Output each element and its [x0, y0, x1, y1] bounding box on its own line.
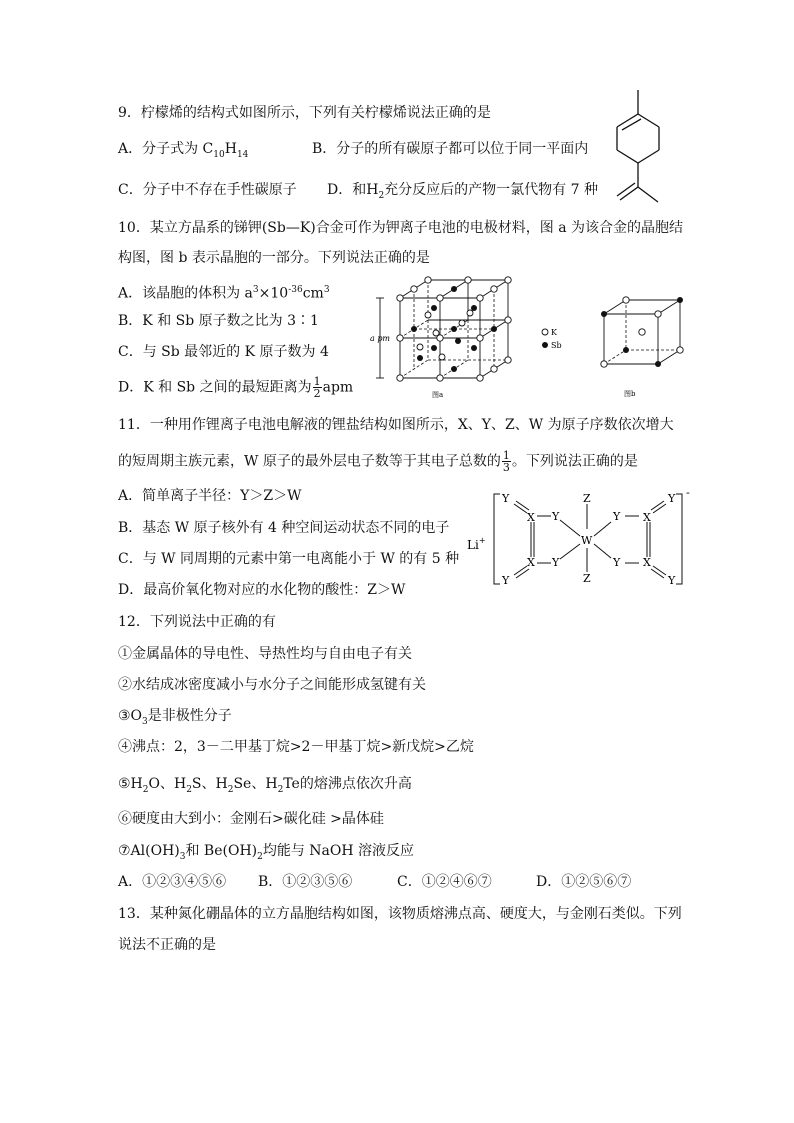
q12-item-3: $③O_3$是非极性分子 [118, 708, 232, 727]
q12-option-a: A．①②③④⑤⑥ [118, 874, 227, 890]
q10-option-d: D．K 和 Sb 之间的最短距离为 $\frac{1}{2}$ apm [118, 375, 354, 400]
q12-item-4: ④沸点：2，3－二甲基丁烷>2－甲基丁烷>新戊烷>乙烷 [118, 739, 474, 755]
q11-option-d: D．最高价氧化物对应的水化物的酸性：Z＞W [118, 582, 406, 598]
legend-k-label: K [551, 328, 557, 337]
q12-option-d: D．①②⑤⑥⑦ [536, 874, 632, 890]
svg-text:X: X [527, 511, 535, 524]
q9-option-a: A．分子式为 $C_{10}H_{14}$ [118, 141, 249, 160]
q12-item-7: $⑦Al(OH)_3$和 $Be(OH)_2$均能与 NaOH 溶液反应 [118, 843, 415, 862]
anion-charge: - [686, 486, 690, 499]
svg-text:Z: Z [583, 572, 591, 585]
svg-text:Y: Y [668, 574, 676, 587]
q9-stem: 9．柠檬烯的结构式如图所示，下列有关柠檬烯说法正确的是 [118, 105, 491, 121]
q12-option-c: C．①②④⑥⑦ [397, 874, 492, 890]
svg-text:Y: Y [502, 574, 510, 587]
fraction-half: $\frac{1}{2}$ [313, 375, 321, 400]
q9-option-c: C．分子中不存在手性碳原子 [118, 182, 297, 198]
q9-option-b: B．分子的所有碳原子都可以位于同一平面内 [312, 141, 589, 157]
q10-option-c: C．与 Sb 最邻近的 K 原子数为 4 [118, 344, 329, 360]
svg-text:W: W [581, 534, 593, 547]
q12-item-2: ②水结成冰密度减小与水分子之间能形成氢键有关 [118, 677, 426, 693]
q10-stem-line1: 10．某立方晶系的锑钾(Sb—K)合金可作为钾离子电池的电极材料，图 a 为该合金的晶胞结 [118, 220, 683, 236]
legend-sb-label: Sb [551, 341, 562, 350]
svg-text:Z: Z [583, 492, 591, 505]
li-cation-label: Li+ [467, 536, 486, 552]
limonene-structure [598, 84, 688, 224]
q10-option-b: B．K 和 Sb 原子数之比为 3∶1 [118, 313, 319, 329]
fraction-third: $\frac{1}{3}$ [502, 449, 510, 474]
svg-text:X: X [643, 556, 651, 569]
svg-text:X: X [527, 556, 535, 569]
svg-text:Y: Y [552, 510, 560, 523]
q11-option-c: C．与 W 同周期的元素中第一电离能小于 W 的有 5 种 [118, 551, 460, 567]
lithium-salt-structure [464, 486, 700, 592]
q10-stem-line2: 构图，图 b 表示晶胞的一部分。下列说法正确的是 [118, 250, 430, 266]
q13-stem-line1: 13．某种氮化硼晶体的立方晶胞结构如图，该物质熔沸点高、硬度大，与金刚石类似。下列 [118, 906, 682, 922]
svg-text:Y: Y [502, 492, 510, 505]
q11-stem-line2: 的短周期主族元素，W 原子的最外层电子数等于其电子总数的 $\frac{1}{3}$ 。下列说法正确的是 [118, 449, 638, 474]
svg-text:Y: Y [552, 556, 560, 569]
figure-a-caption: 图a [432, 391, 444, 399]
q12-stem: 12．下列说法中正确的有 [118, 614, 276, 630]
figure-b-caption: 图b [624, 390, 636, 398]
lattice-parameter-label: a pm [370, 334, 391, 343]
q11-stem-line1: 11．一种用作锂离子电池电解液的锂盐结构如图所示，X、Y、Z、W 为原子序数依次增大 [118, 417, 674, 433]
q12-item-6: ⑥硬度由大到小：金刚石>碳化硅 >晶体硅 [118, 811, 384, 827]
svg-text:Y: Y [613, 510, 621, 523]
q12-item-5: $⑤H_2O$、$H_2S$、$H_2Se$、$H_2Te$的熔沸点依次升高 [118, 776, 412, 795]
figure-b-partial-cell [598, 292, 698, 402]
q11-option-b: B．基态 W 原子核外有 4 种空间运动状态不同的电子 [118, 520, 450, 536]
svg-text:Y: Y [613, 556, 621, 569]
q12-option-b: B．①②③⑤⑥ [258, 874, 353, 890]
q10-option-a: A．该晶胞的体积为 $a^3\times 10^{-36}cm^3$ [118, 285, 330, 302]
svg-text:Y: Y [668, 492, 676, 505]
figure-legend [540, 326, 580, 356]
q12-item-1: ①金属晶体的导电性、导热性均与自由电子有关 [118, 646, 412, 662]
q11-option-a: A．简单离子半径：Y＞Z＞W [118, 488, 302, 504]
q13-stem-line2: 说法不正确的是 [118, 937, 216, 953]
q9-option-d: D．和$H_2$充分反应后的产物一氯代物有 7 种 [327, 182, 598, 201]
svg-text:X: X [643, 511, 651, 524]
figure-a-unit-cell [370, 275, 540, 405]
